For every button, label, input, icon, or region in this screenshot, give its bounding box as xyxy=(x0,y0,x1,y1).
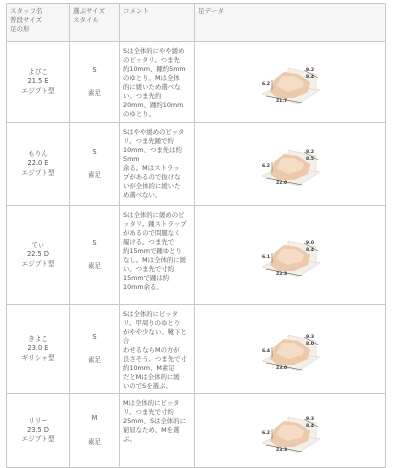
header-staff: スタッフ名 普段サイズ 足の形 xyxy=(6,4,70,41)
foot-measure-w2: 8.4 xyxy=(306,75,314,80)
foot-data-cell xyxy=(195,305,386,393)
chosen-size xyxy=(70,394,120,467)
foot-measure-w2: 8.4 xyxy=(306,248,314,253)
chosen-size xyxy=(70,42,120,122)
chosen-size xyxy=(70,305,120,393)
foot-data-cell xyxy=(195,394,386,467)
foot-diagram xyxy=(258,58,322,106)
comment-text: Sは全体的に緩めのピ ッタリ。踵ストラップ があるので問題なく 履ける。つま先で 約15mmで踵ゆとり なし。Mは全体的に緩 い。つま先で寸約 15mmで踵は約 10mm余る。 xyxy=(120,206,195,304)
foot-measure-w1: 8.2 xyxy=(306,150,314,155)
staff-info: てぃ 22.5 D エジプト型 xyxy=(6,206,70,304)
foot-measure-w1: 9.3 xyxy=(306,416,314,422)
style-value: 素足 xyxy=(87,89,102,97)
foot-measure-l: 21.7 xyxy=(276,99,288,104)
staff-info: よぴこ 21.5 E エジプト型 xyxy=(6,42,70,122)
header-size: 選ぶサイズ スタイル xyxy=(70,4,120,41)
chosen-size xyxy=(70,206,120,304)
foot-measure-h: 6.4 xyxy=(262,349,270,354)
header-foot-data: 足データ xyxy=(195,4,386,41)
foot-data-cell xyxy=(195,206,386,304)
foot-measure-w2: 8.4 xyxy=(306,423,314,429)
style-value: 素足 xyxy=(87,171,102,179)
comment-text: Sはやや緩めのピッタ リ。つま先踵で約 10mm、つま先は約5mm 余る。Mはストラッ プがあるので抜けな いが全体的に緩いた め選べない。 xyxy=(120,123,195,205)
chosen-size xyxy=(70,123,120,205)
size-value: M xyxy=(91,414,98,423)
table-header-row xyxy=(6,4,386,42)
comment-text: Mは全体的にピッタ リ。つま先で寸約 25mm、Sは全体的に 窮屈なため、Mを選 ぶ。 xyxy=(120,394,195,467)
foot-diagram xyxy=(258,407,322,455)
foot-diagram xyxy=(258,325,322,373)
table-row xyxy=(6,206,386,305)
foot-data-cell xyxy=(195,42,386,122)
foot-data-cell xyxy=(195,123,386,205)
foot-measure-l: 23.0 xyxy=(276,366,288,371)
foot-diagram xyxy=(258,231,322,279)
table-row xyxy=(6,42,386,123)
foot-measure-l: 23.3 xyxy=(276,447,288,453)
table-row xyxy=(6,394,386,468)
size-value: S xyxy=(92,238,97,247)
style-value: 素足 xyxy=(87,262,102,270)
table-row xyxy=(6,305,386,394)
comment-text: Sは全体的にピッタ リ。甲周りのゆとり がやや少ない。靴下と合 わせるならMの方が 良さそう。つま先で寸 約10mm、M素足 だとMは全体的に緩 いのでSを選ぶ。 xyxy=(120,305,195,393)
staff-info: もりん 22.0 E エジプト型 xyxy=(6,123,70,205)
foot-measure-w1: 9.2 xyxy=(306,68,314,73)
style-value: 素足 xyxy=(87,356,102,364)
comment-text: Sは全体的にやや緩め のピッタリ。つま先 約10mm、踵約5mm のゆとり。Mは全体 的に緩いため選べな い。つま先約 20mm、踵約10mm のゆとり。 xyxy=(120,42,195,122)
foot-measure-h: 6.1 xyxy=(262,255,270,260)
staff-size-table xyxy=(6,3,386,468)
style-value: 素足 xyxy=(87,437,102,446)
table-row xyxy=(6,123,386,206)
size-value: S xyxy=(92,147,97,156)
foot-measure-l: 22.0 xyxy=(276,181,288,186)
foot-measure-h: 6.2 xyxy=(262,164,270,169)
size-value: S xyxy=(92,65,97,74)
foot-diagram xyxy=(258,140,322,188)
size-value: S xyxy=(92,332,97,341)
foot-measure-w2: 8.5 xyxy=(306,157,314,162)
foot-measure-w1: 9.3 xyxy=(306,335,314,340)
foot-measure-w1: 9.0 xyxy=(306,241,314,246)
staff-info: きよこ 23.0 E ギリシャ型 xyxy=(6,305,70,393)
foot-measure-w2: 8.0 xyxy=(306,342,314,347)
foot-measure-h: 6.2 xyxy=(262,82,270,87)
header-comment: コメント xyxy=(120,4,195,41)
staff-info: リリー 23.5 D エジプト型 xyxy=(6,394,70,467)
foot-measure-l: 22.3 xyxy=(276,272,288,277)
foot-measure-h: 6.2 xyxy=(262,430,270,436)
